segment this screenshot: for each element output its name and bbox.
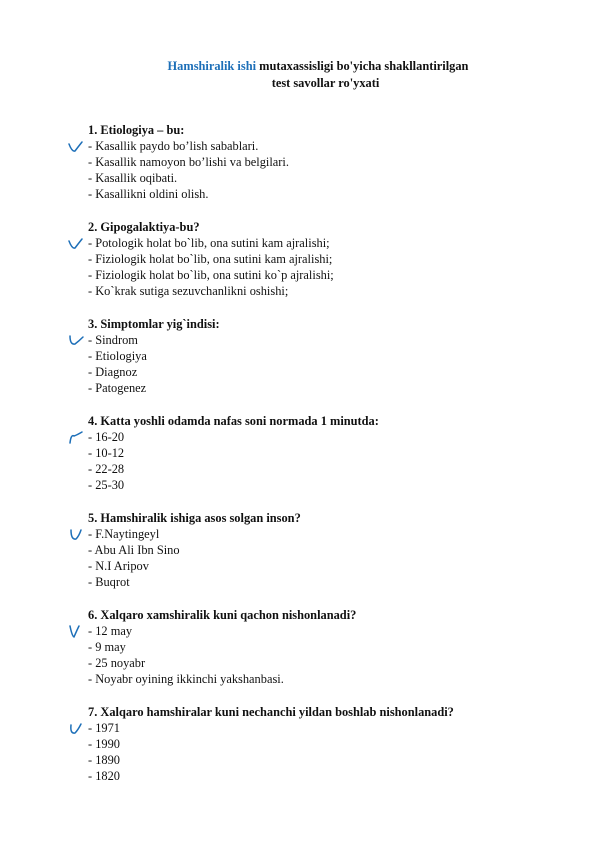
answer-option: - 22-28	[88, 462, 125, 476]
answer-option: - Etiologiya	[88, 349, 147, 363]
answer-option: - N.I Aripov	[88, 559, 149, 573]
question-block	[88, 607, 558, 687]
header-subtitle: test savollar ro'yxati	[271, 76, 380, 90]
answer-option: - 10-12	[88, 446, 125, 460]
question-title: 1. Etiologiya – bu:	[88, 123, 185, 137]
header-title-accent: Hamshiralik ishi	[167, 59, 257, 73]
header-title	[0, 58, 596, 75]
header-title-rest: mutaxassisligi bo'yicha shakllantirilgan	[256, 59, 469, 73]
answer-option: - 16-20	[88, 430, 125, 444]
answer-option: - Potologik holat bo`lib, ona sutini kam ajralishi;	[88, 236, 330, 250]
check-mark-icon	[66, 721, 86, 735]
question-block	[88, 413, 558, 493]
check-mark-icon	[66, 139, 86, 153]
answer-option: - Buqrot	[88, 575, 130, 589]
question-block	[88, 704, 558, 784]
answer-option: - 1971	[88, 721, 121, 735]
question-block	[88, 219, 558, 299]
answer-option: - 25 noyabr	[88, 656, 146, 670]
question-title: 2. Gipogalaktiya-bu?	[88, 220, 200, 234]
question-title: 4. Katta yoshli odamda nafas soni normada 1 minutda:	[88, 414, 379, 428]
question-block	[88, 510, 558, 590]
check-mark-icon	[66, 430, 86, 444]
answer-option: - Kasallik paydo bo’lish sabablari.	[88, 139, 259, 153]
answer-option: - Kasallikni oldini olish.	[88, 187, 209, 201]
document-header	[0, 58, 596, 92]
answer-option: - Fiziologik holat bo`lib, ona sutini kam ajralishi;	[88, 252, 333, 266]
answer-option: - F.Naytingeyl	[88, 527, 160, 541]
question-block	[88, 316, 558, 396]
question-block	[88, 122, 558, 202]
answer-option: - 9 may	[88, 640, 126, 654]
answer-option: - 1990	[88, 737, 121, 751]
check-mark-icon	[66, 624, 86, 638]
question-title: 3. Simptomlar yig`indisi:	[88, 317, 220, 331]
check-mark-icon	[66, 236, 86, 250]
answer-option: - Kasallik oqibati.	[88, 171, 178, 185]
answer-option: - Diagnoz	[88, 365, 138, 379]
answer-option: - Sindrom	[88, 333, 138, 347]
answer-option: - Fiziologik holat bo`lib, ona sutini ko`p ajralishi;	[88, 268, 334, 282]
answer-option: - Noyabr oyining ikkinchi yakshanbasi.	[88, 672, 284, 686]
question-title: 5. Hamshiralik ishiga asos solgan inson?	[88, 511, 301, 525]
answer-option: - 1820	[88, 769, 121, 783]
answer-option: - Ko`krak sutiga sezuvchanlikni oshishi;	[88, 284, 289, 298]
check-mark-icon	[66, 527, 86, 541]
question-title: 7. Xalqaro hamshiralar kuni nechanchi yildan boshlab nishonlanadi?	[88, 705, 454, 719]
answer-option: - 25-30	[88, 478, 125, 492]
answer-option: - 1890	[88, 753, 121, 767]
answer-option: - Abu Ali Ibn Sino	[88, 543, 180, 557]
question-title: 6. Xalqaro xamshiralik kuni qachon nishonlanadi?	[88, 608, 357, 622]
question-list	[88, 122, 558, 801]
answer-option: - 12 may	[88, 624, 133, 638]
answer-option: - Kasallik namoyon bo’lishi va belgilari.	[88, 155, 289, 169]
check-mark-icon	[66, 333, 86, 347]
answer-option: - Patogenez	[88, 381, 147, 395]
